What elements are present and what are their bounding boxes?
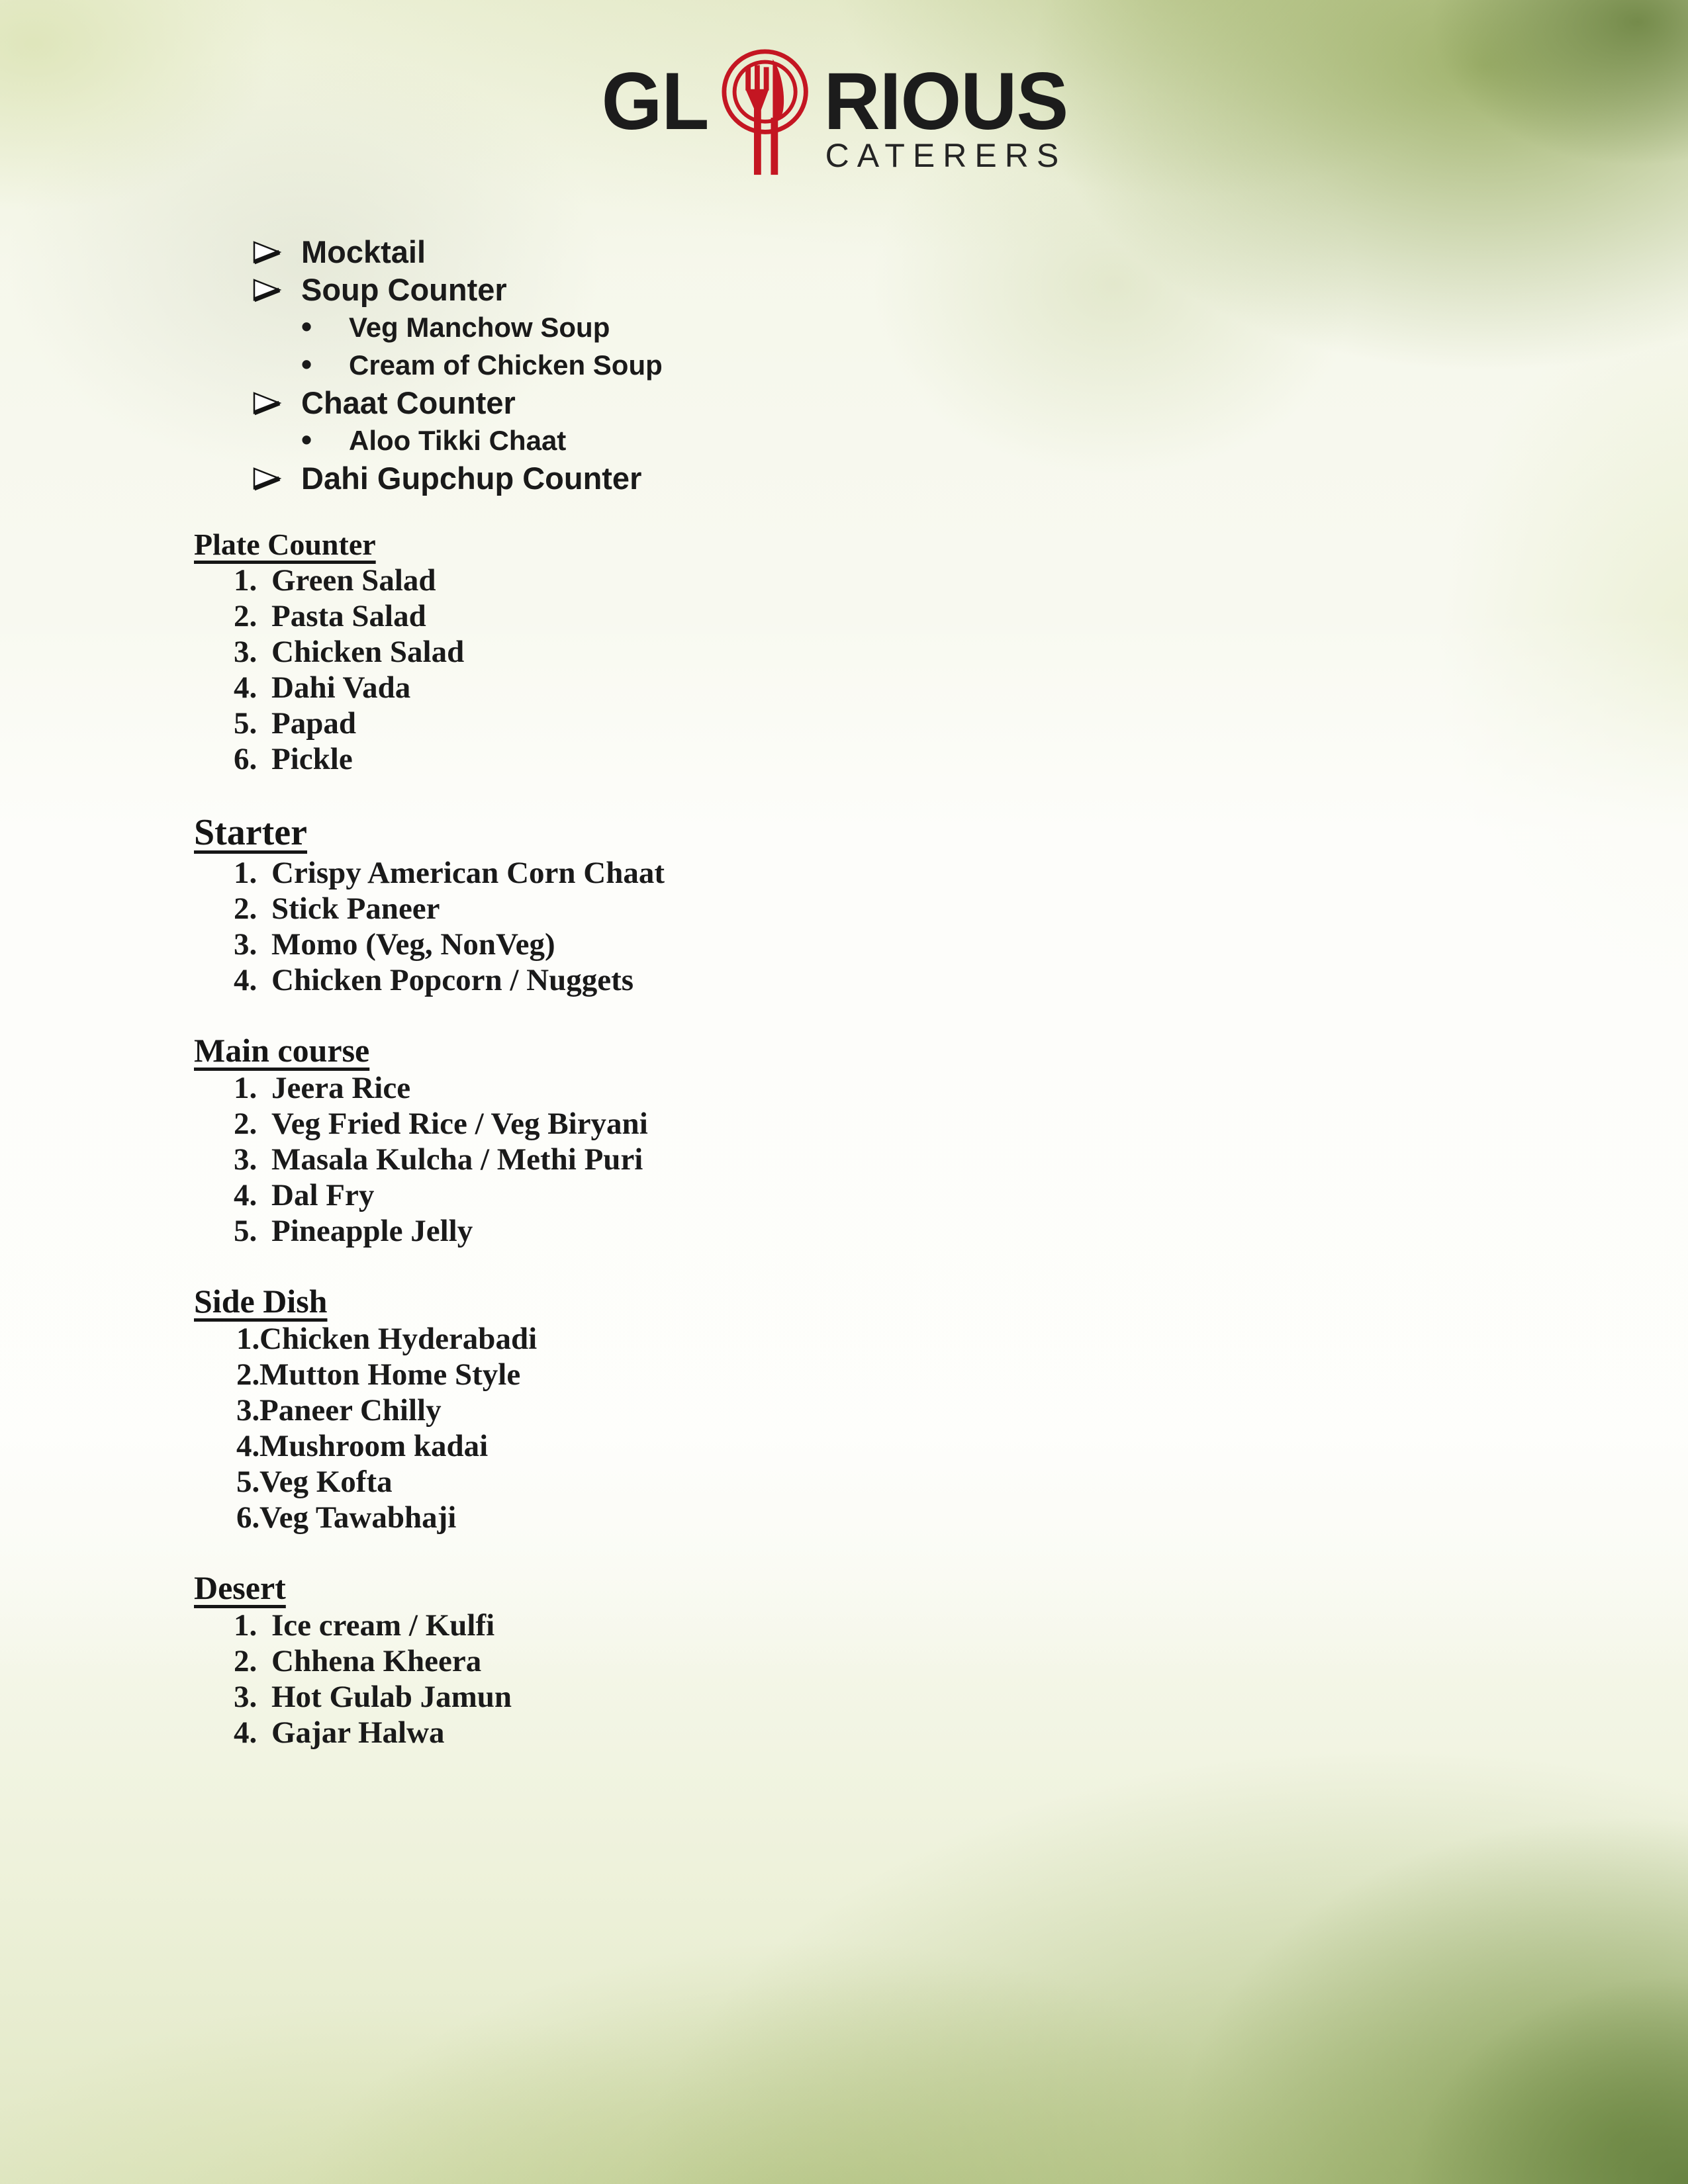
counters-bullet-list: [194, 233, 1452, 497]
section-item-list: [194, 1321, 1452, 1535]
caterer-logo: [602, 48, 1068, 172]
item-label: Momo (Veg, NonVeg): [271, 927, 555, 962]
item-label: Chhena Kheera: [271, 1644, 482, 1678]
menu-item-row: [194, 891, 1452, 927]
section-heading: Starter: [194, 812, 308, 853]
menu-item-row: [194, 598, 1452, 634]
menu-section: [194, 1281, 1452, 1535]
counter-list-item: [194, 459, 1452, 497]
fork-knife-plate-icon: [718, 48, 814, 177]
menu-item-row: [194, 1070, 1452, 1106]
item-label: Pineapple Jelly: [271, 1214, 473, 1248]
item-number: 6.: [234, 742, 258, 776]
menu-section: [194, 811, 1452, 998]
item-number: 3.: [234, 927, 258, 962]
item-label: Pasta Salad: [271, 599, 426, 633]
section-item-list: [194, 1608, 1452, 1751]
item-label: Dal Fry: [271, 1178, 375, 1212]
item-label: Veg Fried Rice / Veg Biryani: [271, 1107, 648, 1141]
menu-item-row: [194, 1679, 1452, 1715]
round-bullet-icon: •: [301, 347, 312, 381]
menu-item-row: [194, 705, 1452, 741]
menu-item-row: [194, 962, 1452, 998]
item-number: 4.: [234, 1715, 258, 1750]
section-heading: Desert: [194, 1569, 286, 1606]
section-item-list: [194, 855, 1452, 998]
arrowhead-bullet-icon: [252, 233, 301, 269]
item-number: 4.: [234, 670, 258, 705]
menu-section: [194, 1030, 1452, 1249]
item-number: 5.: [234, 706, 258, 741]
section-item-list: [194, 1070, 1452, 1249]
item-number: 1.: [234, 856, 258, 890]
item-label: Chicken Salad: [271, 635, 465, 669]
counter-label: Dahi Gupchup Counter: [301, 461, 642, 496]
item-number: 2.: [234, 1107, 258, 1141]
logo-subtitle: CATERERS: [825, 137, 1067, 174]
counter-label: Chaat Counter: [301, 385, 516, 420]
logo-text-gl: GL: [601, 56, 709, 148]
counter-list-item: [194, 233, 1452, 271]
item-label: Mutton Home Style: [259, 1357, 521, 1392]
section-heading: Side Dish: [194, 1283, 328, 1320]
menu-item-row: [194, 1500, 1452, 1535]
menu-item-row: [194, 1428, 1452, 1464]
counter-list-item: [194, 271, 1452, 308]
item-label: Stick Paneer: [271, 891, 440, 926]
item-number: 1.: [234, 563, 258, 598]
menu-item-row: [194, 1464, 1452, 1500]
item-label: Chicken Popcorn / Nuggets: [271, 963, 634, 997]
item-number: 5.: [236, 1465, 260, 1499]
menu-item-row: [194, 1357, 1452, 1392]
counter-sub-item: [194, 308, 1452, 346]
menu-item-row: [194, 1177, 1452, 1213]
arrowhead-bullet-icon: [252, 271, 301, 306]
section-item-list: [194, 563, 1452, 777]
item-label: Paneer Chilly: [259, 1393, 442, 1428]
item-label: Ice cream / Kulfi: [271, 1608, 495, 1643]
menu-item-row: [194, 741, 1452, 777]
item-number: 6.: [236, 1500, 260, 1535]
counter-sub-label: Cream of Chicken Soup: [349, 349, 663, 381]
menu-item-row: [194, 1715, 1452, 1751]
item-number: 3.: [236, 1393, 260, 1428]
section-heading: Plate Counter: [194, 527, 376, 561]
menu-item-row: [194, 1608, 1452, 1643]
item-number: 3.: [234, 635, 258, 669]
item-number: 2.: [234, 1644, 258, 1678]
item-label: Jeera Rice: [271, 1071, 411, 1105]
menu-item-row: [194, 1392, 1452, 1428]
menu-item-row: [194, 1142, 1452, 1177]
item-label: Gajar Halwa: [271, 1715, 445, 1750]
item-label: Veg Kofta: [259, 1465, 393, 1499]
menu-sections: [194, 526, 1452, 1751]
item-number: 2.: [236, 1357, 260, 1392]
item-number: 1.: [234, 1608, 258, 1643]
item-number: 4.: [236, 1429, 260, 1463]
item-number: 1.: [234, 1071, 258, 1105]
item-number: 2.: [234, 599, 258, 633]
arrowhead-bullet-icon: [252, 459, 301, 495]
item-number: 1.: [236, 1322, 260, 1356]
round-bullet-icon: •: [301, 422, 312, 457]
menu-section: [194, 526, 1452, 777]
item-label: Dahi Vada: [271, 670, 411, 705]
item-label: Green Salad: [271, 563, 436, 598]
item-label: Mushroom kadai: [259, 1429, 489, 1463]
menu-item-row: [194, 563, 1452, 598]
menu-item-row: [194, 927, 1452, 962]
counter-sub-label: Aloo Tikki Chaat: [349, 425, 567, 456]
item-label: Hot Gulab Jamun: [271, 1680, 512, 1714]
counter-sub-label: Veg Manchow Soup: [349, 312, 610, 343]
item-number: 3.: [234, 1142, 258, 1177]
item-number: 2.: [234, 891, 258, 926]
menu-item-row: [194, 634, 1452, 670]
counter-label: Soup Counter: [301, 272, 507, 307]
menu-item-row: [194, 1213, 1452, 1249]
item-label: Papad: [271, 706, 356, 741]
menu-section: [194, 1568, 1452, 1751]
item-number: 4.: [234, 1178, 258, 1212]
counter-label: Mocktail: [301, 234, 426, 269]
counter-sub-item: [194, 422, 1452, 459]
arrowhead-bullet-icon: [252, 384, 301, 420]
counter-sub-item: [194, 346, 1452, 384]
logo-text-rious: RIOUS: [823, 56, 1068, 148]
section-heading: Main course: [194, 1032, 370, 1069]
item-number: 3.: [234, 1680, 258, 1714]
menu-item-row: [194, 670, 1452, 705]
item-label: Chicken Hyderabadi: [259, 1322, 538, 1356]
item-number: 4.: [234, 963, 258, 997]
round-bullet-icon: •: [301, 309, 312, 343]
counter-list-item: [194, 384, 1452, 422]
menu-item-row: [194, 1643, 1452, 1679]
item-number: 5.: [234, 1214, 258, 1248]
menu-item-row: [194, 1321, 1452, 1357]
menu-content: [194, 233, 1452, 1751]
menu-item-row: [194, 855, 1452, 891]
item-label: Masala Kulcha / Methi Puri: [271, 1142, 643, 1177]
item-label: Pickle: [271, 742, 353, 776]
item-label: Crispy American Corn Chaat: [271, 856, 665, 890]
menu-item-row: [194, 1106, 1452, 1142]
item-label: Veg Tawabhaji: [259, 1500, 457, 1535]
